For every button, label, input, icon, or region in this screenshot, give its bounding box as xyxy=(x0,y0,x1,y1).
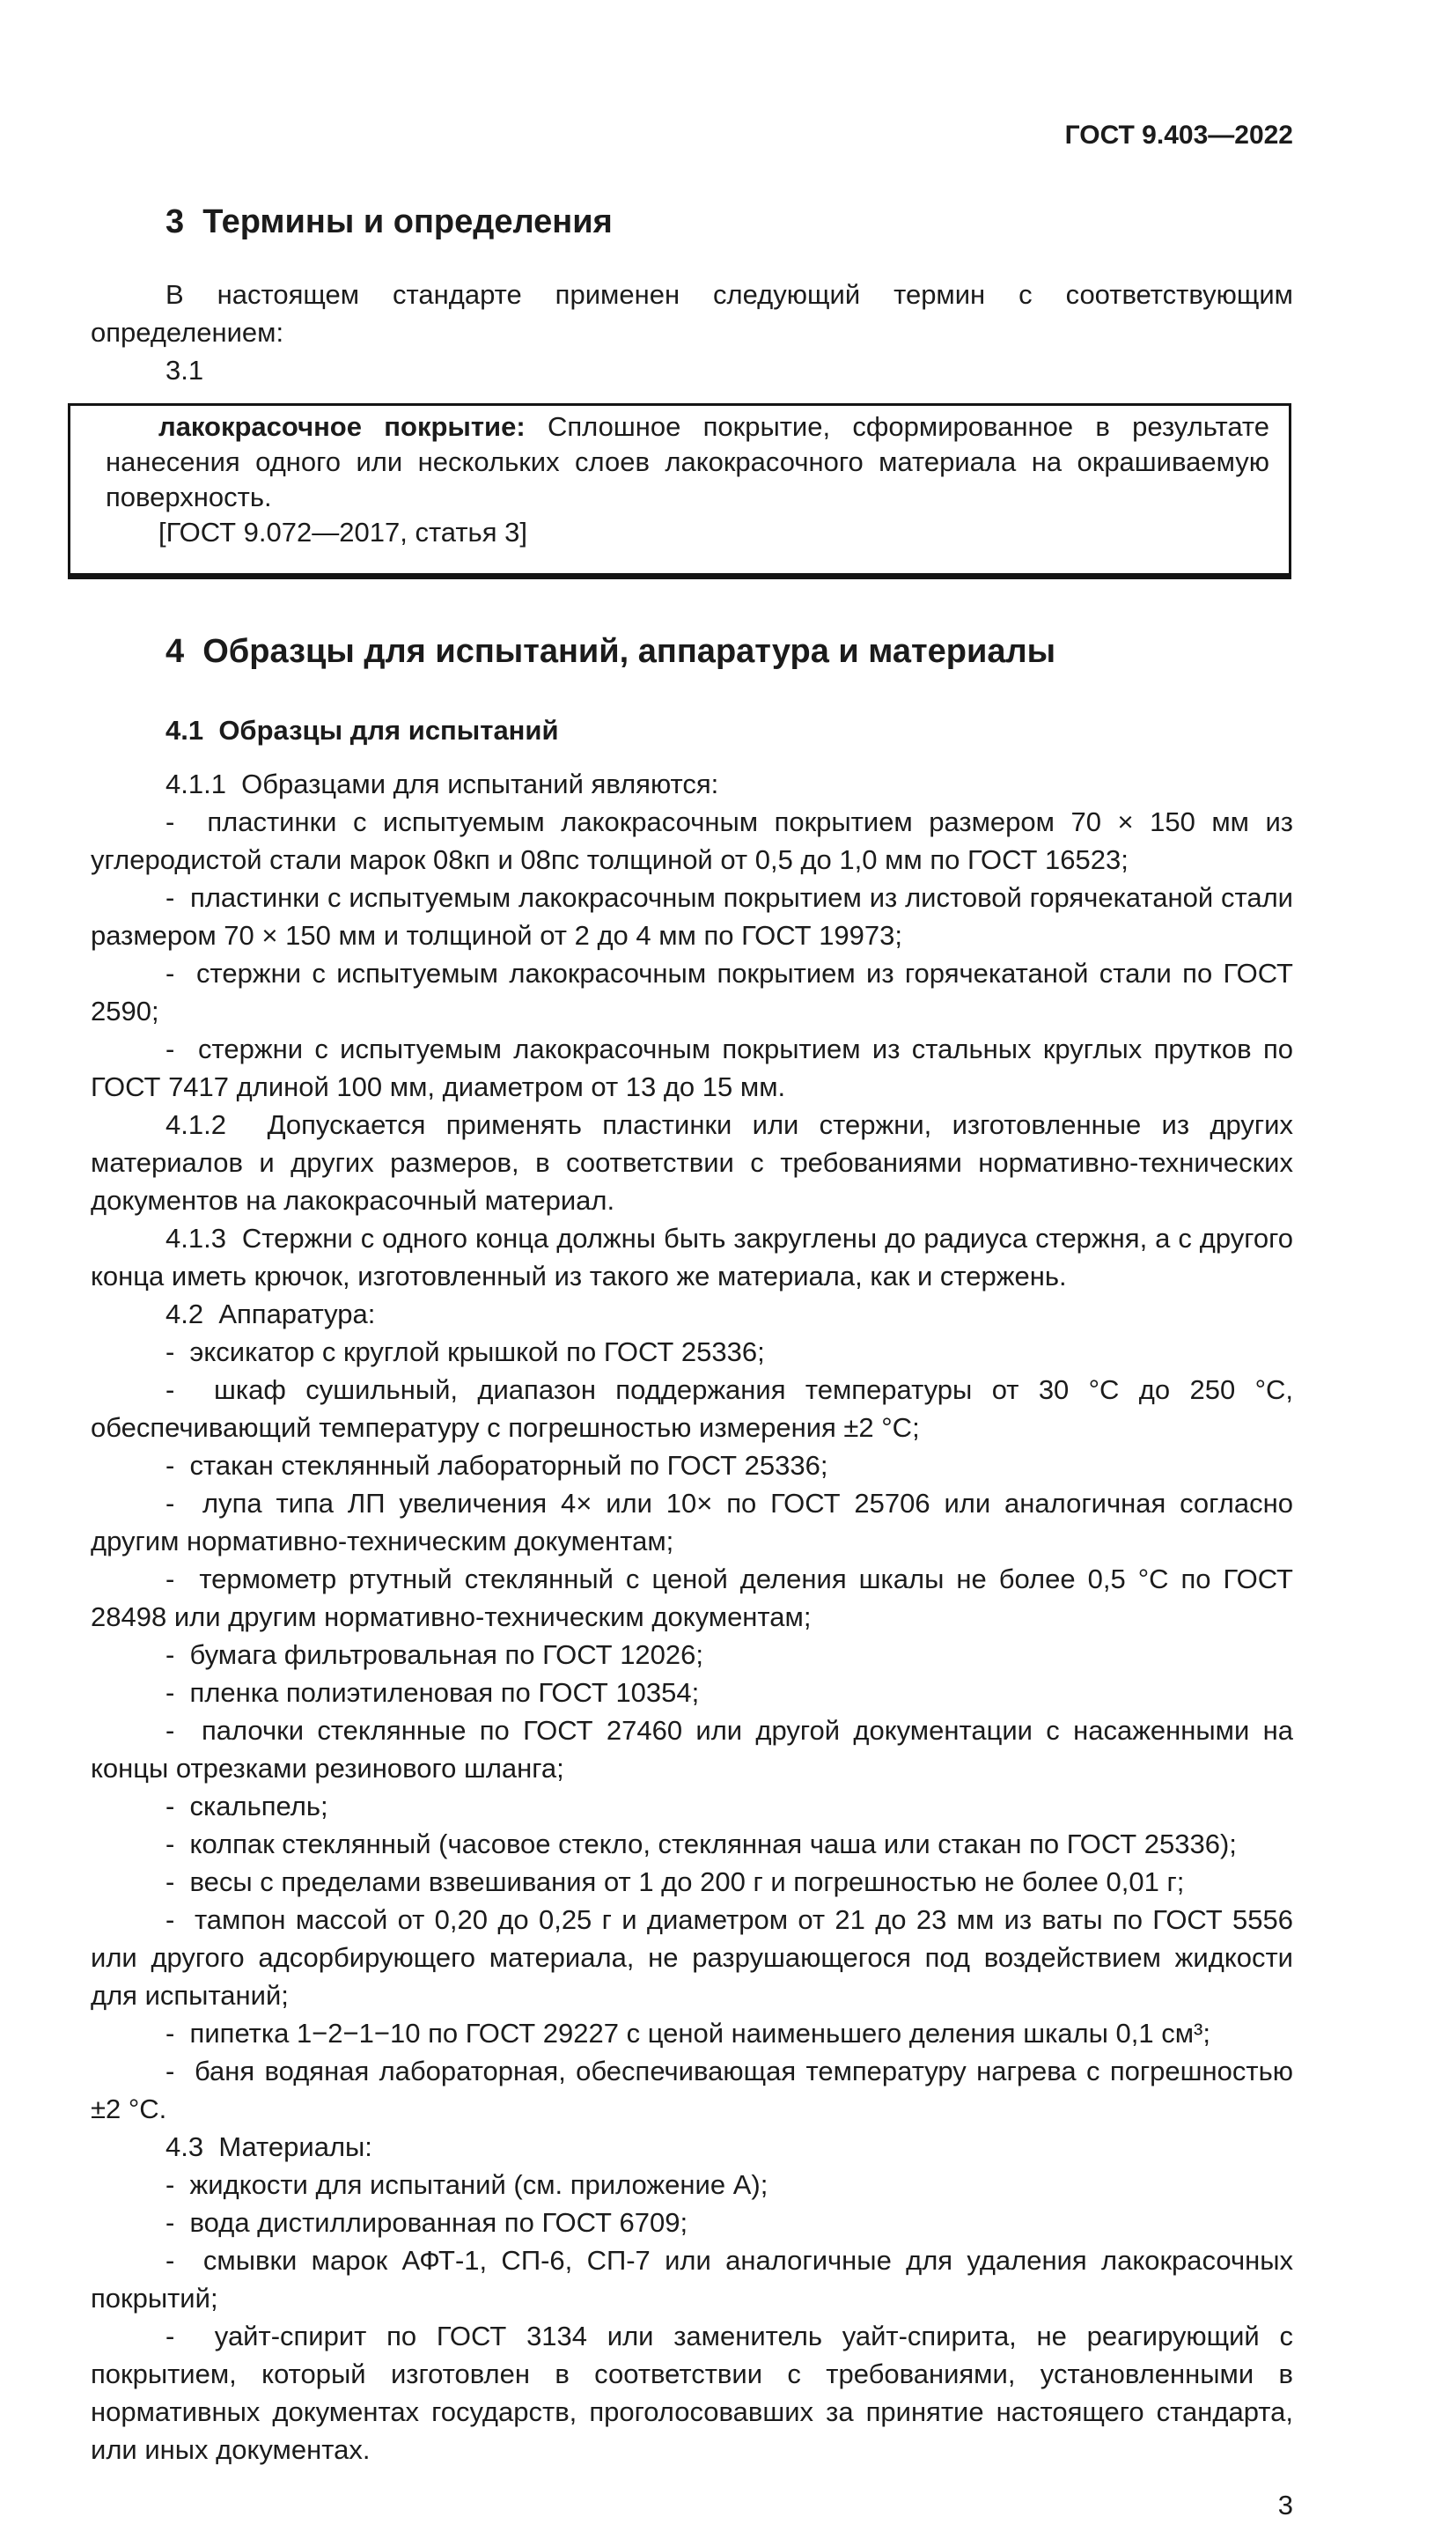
paragraph: - скальпель; xyxy=(165,1791,328,1821)
paragraph: - смывки марок АФТ-1, СП-6, СП-7 или аналогичные для удаления лакокрасочных покрытий; xyxy=(91,2245,1293,2314)
page-number: 3 xyxy=(1277,2490,1293,2520)
paragraph: - эксикатор с круглой крышкой по ГОСТ 25336; xyxy=(165,1336,765,1367)
paragraph: - пипетка 1−2−1−10 по ГОСТ 29227 с ценой наименьшего деления шкалы 0,1 см³; xyxy=(165,2018,1210,2049)
section4-title: 4 Образцы для испытаний, аппаратура и материалы xyxy=(165,633,1056,670)
paragraph: - жидкости для испытаний (см. приложение А); xyxy=(165,2169,768,2200)
page-header-standard-number: ГОСТ 9.403—2022 xyxy=(1064,121,1293,150)
paragraph: - бумага фильтровальная по ГОСТ 12026; xyxy=(165,1639,704,1670)
paragraph: - вода дистиллированная по ГОСТ 6709; xyxy=(165,2207,688,2238)
paragraph: - пластинки с испытуемым лакокрасочным покрытием из листовой горячекатаной стали размером 70 × 150 мм и толщиной от 2 до 4 мм по ГОСТ 19973; xyxy=(91,882,1293,951)
definition-box xyxy=(68,403,1291,579)
paragraph: - пластинки с испытуемым лакокрасочным покрытием размером 70 × 150 мм из углеродистой стали марок 08кп и 08пс толщиной от 0,5 до 1,0 мм по ГОСТ 16523; xyxy=(91,806,1293,875)
paragraph: 4.2 Аппаратура: xyxy=(165,1299,376,1329)
paragraph: - пленка полиэтиленовая по ГОСТ 10354; xyxy=(165,1677,700,1708)
paragraph: - стакан стеклянный лабораторный по ГОСТ 25336; xyxy=(165,1450,828,1481)
paragraph: - палочки стеклянные по ГОСТ 27460 или другой документации с насаженными на концы отрезками резинового шланга; xyxy=(91,1715,1293,1784)
definition-paragraph xyxy=(106,409,1269,515)
paragraph: - уайт-спирит по ГОСТ 3134 или заменитель уайт-спирита, не реагирующий с покрытием, который изготовлен в соответствии с требованиями, установленными в нормативных документах государств, проголосовавших за принятие настоящего стандарта, или иных документах. xyxy=(91,2321,1293,2465)
paragraph: - термометр ртутный стеклянный с ценой деления шкалы не более 0,5 °С по ГОСТ 28498 или другим нормативно-техническим документам; xyxy=(91,1564,1293,1632)
definition-source: [ГОСТ 9.072—2017, статья 3] xyxy=(158,517,527,548)
paragraph: - лупа типа ЛП увеличения 4× или 10× по ГОСТ 25706 или аналогичная согласно другим нормативно-техническим документам; xyxy=(91,1488,1293,1556)
paragraph: 4.3 Материалы: xyxy=(165,2131,372,2162)
paragraph: - колпак стеклянный (часовое стекло, стеклянная чаша или стакан по ГОСТ 25336); xyxy=(165,1829,1237,1859)
paragraph: 4.1.3 Стержни с одного конца должны быть закруглены до радиуса стержня, а с другого конца иметь крючок, изготовленный из такого же материала, как и стержень. xyxy=(91,1223,1293,1291)
paragraph: - стержни с испытуемым лакокрасочным покрытием из стальных круглых прутков по ГОСТ 7417 длиной 100 мм, диаметром от 13 до 15 мм. xyxy=(91,1034,1293,1102)
clause-number-3-1: 3.1 xyxy=(165,355,204,386)
paragraph: 4.1.2 Допускается применять пластинки или стержни, изготовленные из других материалов и других размеров, в соответствии с требованиями нормативно-технических документов на лакокрасочный материал. xyxy=(91,1109,1293,1216)
section3-intro-paragraph: В настоящем стандарте применен следующий термин с соответствующим определением: xyxy=(91,279,1293,348)
definition-text: Сплошное покрытие, сформированное в результате нанесения одного или нескольких слоев лакокрасочного материала на окрашиваемую поверхность. xyxy=(106,411,1269,512)
paragraph: - шкаф сушильный, диапазон поддержания температуры от 30 °С до 250 °С, обеспечивающий температуру с погрешностью измерения ±2 °С; xyxy=(91,1374,1293,1443)
paragraph: - тампон массой от 0,20 до 0,25 г и диаметром от 21 до 23 мм из ваты по ГОСТ 5556 или другого адсорбирующего материала, не разрушающегося под воздействием жидкости для испытаний; xyxy=(91,1904,1293,2011)
definition-term: лакокрасочное покрытие: xyxy=(158,411,526,442)
subsection-4-1-title: 4.1 Образцы для испытаний xyxy=(165,715,559,746)
paragraph: - весы с пределами взвешивания от 1 до 200 г и погрешностью не более 0,01 г; xyxy=(165,1866,1185,1897)
paragraph: - баня водяная лабораторная, обеспечивающая температуру нагрева с погрешностью ±2 °С. xyxy=(91,2056,1293,2124)
section3-title: 3 Термины и определения xyxy=(165,203,613,240)
paragraph: 4.1.1 Образцами для испытаний являются: xyxy=(165,769,719,799)
paragraph: - стержни с испытуемым лакокрасочным покрытием из горячекатаной стали по ГОСТ 2590; xyxy=(91,958,1293,1027)
